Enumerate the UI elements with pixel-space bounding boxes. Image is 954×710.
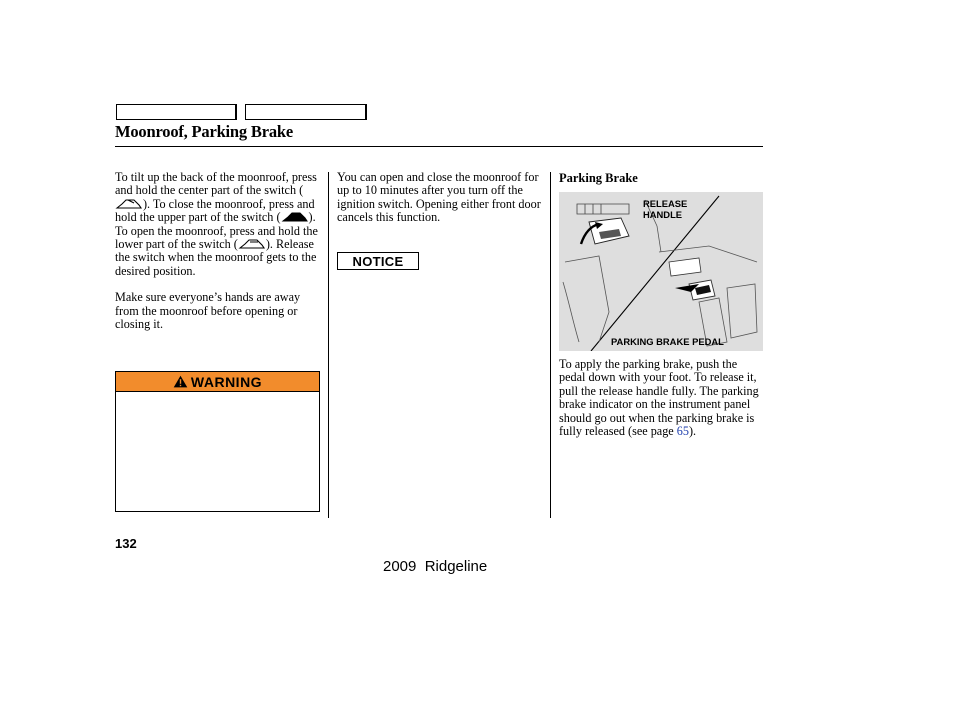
page-number: 132 [115, 536, 137, 551]
column-divider-1 [328, 172, 329, 518]
release-handle-label [643, 199, 687, 220]
notice-label: NOTICE [352, 253, 404, 269]
footer-model: 2009 Ridgeline [383, 558, 488, 575]
parking-brake-illustration [559, 192, 763, 351]
moonroof-text-c: ). To open the moonroof, press and hold the lower part of the switch ( [115, 210, 318, 252]
title-rule [115, 146, 763, 147]
header-tab-2[interactable] [245, 104, 367, 120]
ignition-off-note: You can open and close the moonroof for up to 10 minutes after you turn off the ignition switch. Opening either front door cancels this function. [337, 170, 541, 225]
moonroof-close-icon [281, 211, 309, 223]
page-65-link[interactable]: 65 [676, 424, 689, 439]
column-divider-2 [550, 172, 551, 518]
header-tab-1[interactable] [116, 104, 237, 120]
moonroof-open-icon [238, 238, 266, 250]
notice-box [337, 252, 419, 270]
warning-header [116, 372, 319, 392]
moonroof-tilt-icon [115, 198, 143, 210]
parking-brake-text-a: To apply the parking brake, push the pedal down with your foot. To release it, pull the release handle fully. The parking brake indicator on the instrument panel should go out when the parking brake is fully released (see page [559, 357, 759, 439]
parking-brake-pedal-label: PARKING BRAKE PEDAL [611, 336, 724, 347]
parking-brake-paragraph [559, 358, 764, 438]
parking-brake-text-b: ). [688, 424, 697, 439]
moonroof-text-d: ). Release the switch when the moonroof gets to the desired position. [115, 237, 317, 278]
hands-caution: Make sure everyone’s hands are away from the moonroof before opening or closing it. [115, 290, 301, 332]
moonroof-text-a: To tilt up the back of the moonroof, press and hold the center part of the switch ( [115, 170, 317, 198]
parking-brake-instructions [559, 358, 764, 438]
warning-box [115, 371, 320, 512]
release-handle-label-line1: RELEASE [643, 198, 688, 209]
column-2 [337, 171, 542, 225]
warning-triangle-icon [173, 375, 188, 388]
parking-brake-heading: Parking Brake [559, 171, 638, 185]
moonroof-text-b: ). To close the moonroof, press and hold the upper part of the switch ( [115, 196, 315, 225]
release-handle-label-line2: HANDLE [643, 208, 683, 220]
moonroof-instructions [115, 171, 320, 278]
column-1 [115, 171, 320, 331]
warning-label: WARNING [190, 373, 263, 390]
page-title: Moonroof, Parking Brake [115, 122, 293, 141]
